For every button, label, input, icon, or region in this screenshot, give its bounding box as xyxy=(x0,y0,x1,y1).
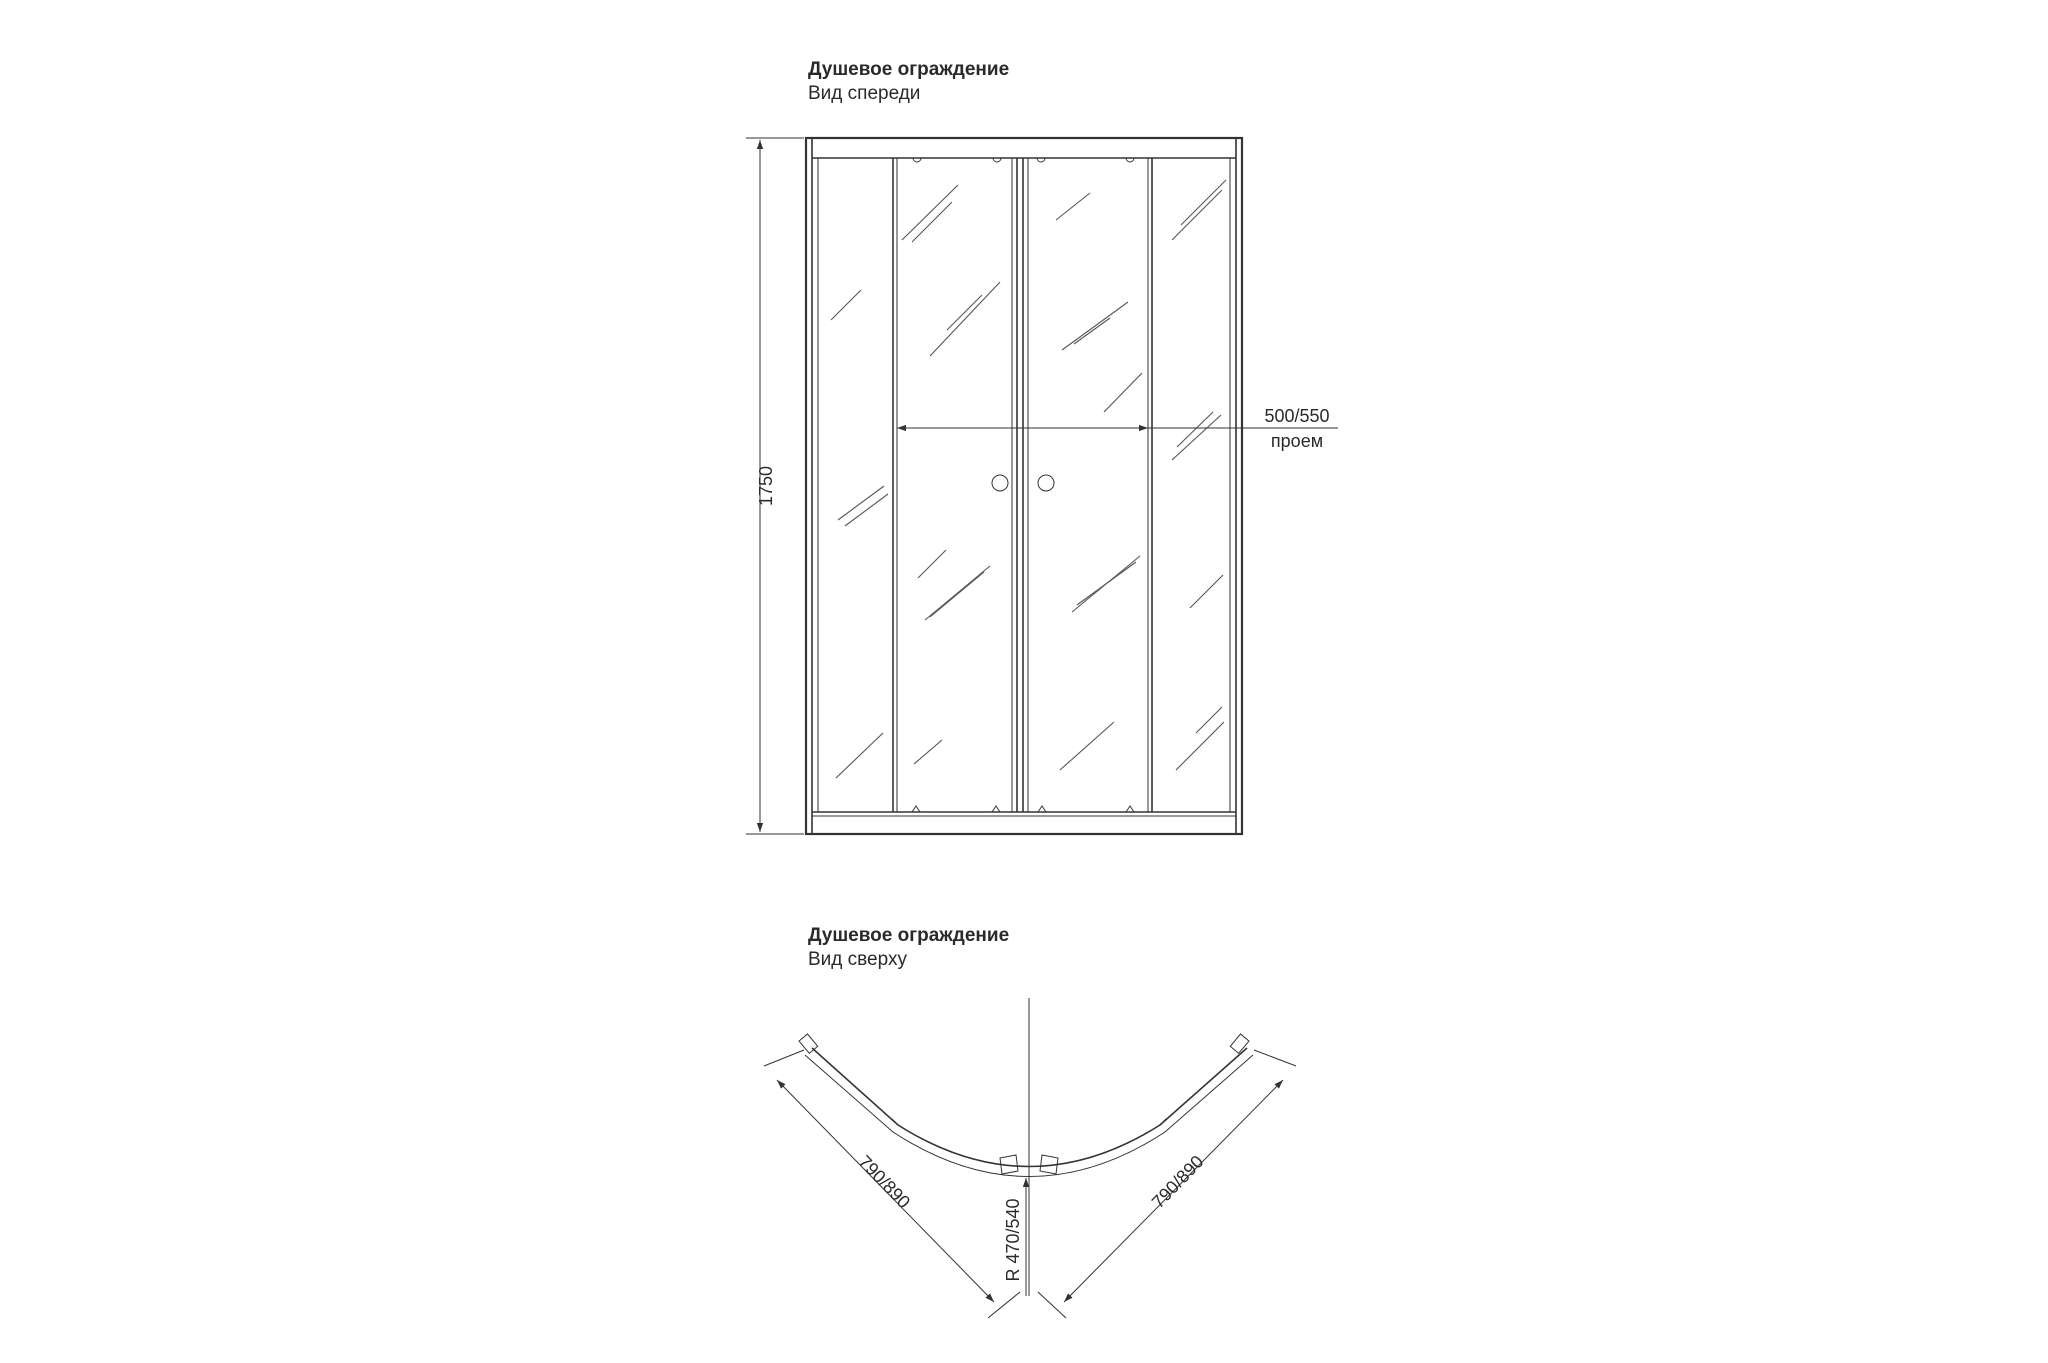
wall-profiles xyxy=(799,1034,1249,1053)
opening-dimension xyxy=(897,406,1338,451)
front-view-title: Душевое ограждение xyxy=(808,59,1010,80)
left-side-dimension-label: 790/890 xyxy=(854,1151,915,1213)
opening-dimension-label: проем xyxy=(1270,431,1324,451)
front-panels xyxy=(893,158,1152,812)
left-door-handle-icon xyxy=(992,475,1008,491)
right-side-dimension xyxy=(1038,1050,1296,1318)
top-view-subtitle: Вид сверху xyxy=(808,949,907,970)
front-frame xyxy=(806,138,1242,834)
height-dimension xyxy=(746,138,804,834)
front-view-subtitle: Вид спереди xyxy=(808,83,921,104)
radius-dimension xyxy=(1003,1178,1026,1296)
right-side-dimension-label: 790/890 xyxy=(1147,1151,1208,1213)
top-view-title: Душевое ограждение xyxy=(808,925,1010,946)
right-door-handle-icon xyxy=(1038,475,1054,491)
height-dimension-label: 1750 xyxy=(756,465,776,507)
top-view xyxy=(764,925,1296,1318)
opening-dimension-value: 500/550 xyxy=(1264,406,1330,426)
radius-dimension-label: R 470/540 xyxy=(1003,1198,1023,1282)
front-view xyxy=(746,59,1338,834)
left-side-dimension xyxy=(764,1050,1020,1318)
